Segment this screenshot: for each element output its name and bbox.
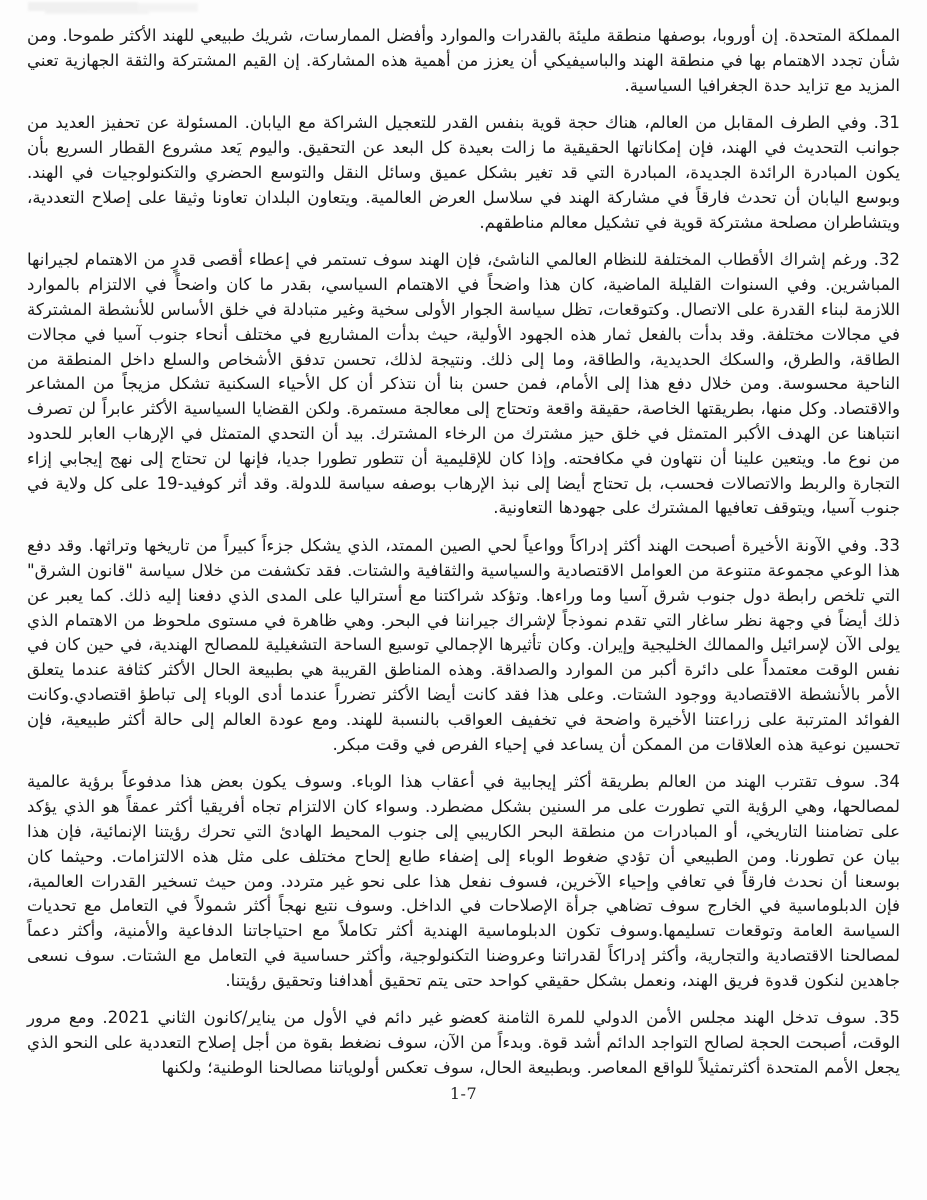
paragraph-35: 35. سوف تدخل الهند مجلس الأمن الدولي للمرة الثامنة كعضو غير دائم في الأول من يناير/كانون الثاني 2021. ومع مرور الوقت، أصبحت الحجة لصالح التواجد الدائم أشد قوة. وبدءاً من الآن، سوف نضغط بقوة من أجل إصلاح التعددية على النحو الذي يجعل الأمم المتحدة أكثرتمثيلاً للواقع المعاصر. وبطبيعة الحال، سوف تعكس أولوياتنا مصالحنا الوطنية؛ ولكنها bbox=[27, 1008, 900, 1078]
page-footer bbox=[0, 1084, 927, 1103]
scan-artifact-top bbox=[28, 2, 138, 11]
paragraph-34: 34. سوف تقترب الهند من العالم بطريقة أكثر إيجابية في أعقاب هذا الوباء. وسوف يكون بعض هذا مدفوعاً برؤية عالمية لمصالحها، وهي الرؤية التي تطورت على مر السنين بشكل مضطرد. وسواء كان الالتزام تجاه أفريقيا أكثر عمقاً هو الذي يؤكد على تضامننا التاريخي، أو المبادرات من منطقة البحر الكاريبي إلى جنوب المحيط الهادئ التي تحرك رؤيتنا الإنمائية، فإن هذا بيان عن تطورنا. ومن الطبيعي أن تؤدي ضغوط الوباء إلى إضفاء طابع إلحاح مختلف على مثل هذه الالتزامات. وحيثما كان بوسعنا أن نحدث فارقاً في تعافي وإحياء الآخرين، فسوف نفعل هذا على نحو غير متردد. ومن حيث تسخير القدرات العالمية، فإن الدبلوماسية في الخارج سوف تضاهي جرأة الإصلاحات في الداخل. وسوف نتبع نهجاً أكثر شمولاً في التعامل مع تحديات السياسة العامة وتوقعات تسليمها.وسوف تكون الدبلوماسية الهندية أكثر تكاملاً مع احتياجاتنا الدفاعية والأمنية، وأكثر دعماً لمصالحنا الاقتصادية والتجارية، وأكثر إدراكاً لقدراتنا وعروضنا التكنولوجية، وأكثر حساسية في التعامل مع الشتات. سوف نسعى جاهدين لنكون قدوة فريق الهند، ونعمل بشكل حقيقي كواحد حتى يتم تحقيق أهدافنا وتحقيق رؤيتنا. bbox=[27, 772, 900, 990]
paragraph-32: 32. ورغم إشراك الأقطاب المختلفة للنظام العالمي الناشئ، فإن الهند سوف تستمر في إعطاء أقصى قدرٍ من الاهتمام لجيرانها المباشرين. وفي السنوات القليلة الماضية، كان هذا واضحاً في الاهتمام السياسي، بقدر ما كان واضحاً في الالتزام بالموارد اللازمة لبناء القدرة على الاتصال. وكتوقعات، تظل سياسة الجوار الأولى سخية وغير متبادلة في خلق الأساس للأنشطة المشتركة في مجالات مختلفة. وقد بدأت بالفعل ثمار هذه الجهود الأولية، حيث بدأت المشاريع في مختلف أنحاء جنوب آسيا في مجالات الطاقة، والطرق، والسكك الحديدية، والطاقة، وما إلى ذلك. ونتيجة لذلك، تحسن تدفق الأشخاص والسلع داخل المنطقة من الناحية محسوسة. ومن خلال دفع هذا إلى الأمام، فمن حسن بنا أن نتذكر أن كل الأحياء السكنية تشكل مزيجاً من المشاعر والاقتصاد. وكل منها، بطريقتها الخاصة، حقيقة واقعة وتحتاج إلى معالجة مستمرة. ولكن القضايا السياسية الأكثر عابراً لن تصرف انتباهنا عن الهدف الأكبر المتمثل في خلق حيز مشترك من الرخاء المشترك. بيد أن التحدي المتمثل في الإرهاب العابر للحدود من نوع ما. ويتعين علينا أن نتهاون في مكافحته. وإذا كان للإقليمية أن تتطور تطورا جديا، فإنها لن تحتاج إلى نهج إيجابي إزاء التجارة والربط والاتصالات فحسب، بل تحتاج أيضا إلى نبذ الإرهاب بوصفه سياسة للدولة. وقد أثر كوفيد-19 على كل ولاية في جنوب آسيا، ويتوقف تعافيها المشترك على جهودها التعاونية. bbox=[27, 250, 901, 518]
paragraph-31: 31. وفي الطرف المقابل من العالم، هناك حجة قوية بنفس القدر للتعجيل الشراكة مع اليابان. المسئولة عن تحفيز العديد من جوانب التحديث في الهند، فإن إمكاناتها الحقيقية ما زالت بعيدة كل البعد عن التحقيق. واليوم يَعد مشروع القطار السريع بأن يكون المبادرة الرائدة الجديدة، المبادرة التي قد تغير بشكل عميق وسائل النقل والتوسع الحضري والتكنولوجيات في الهند. وبوسع اليابان أن تحدث فارقاً في مشاركة الهند في سلاسل العرض العالمية. ويتعاون البلدان تعاونا وثيقا على إصلاح التعددية، ويتشاطران مصلحة مشتركة قوية في تشكيل معالم مناطقهم. bbox=[27, 113, 900, 232]
paragraph-continuation: المملكة المتحدة. إن أوروبا، بوصفها منطقة مليئة بالقدرات والموارد وأفضل الممارسات، شريك طبيعي للهند الأكثر طموحا. ومن شأن تجدد الاهتمام بها في منطقة الهند والباسيفيكي أن يعزز من أهمية هذه المشاركة. إن القيم المشتركة والثقة الجهازية تعني المزيد مع تزايد حدة الجغرافيا السياسية. bbox=[27, 26, 900, 95]
paragraph-33: 33. وفي الآونة الأخيرة أصبحت الهند أكثر إدراكاً وواعياً لحي الصين الممتد، الذي يشكل جزءاً كبيراً من تاريخها وتراثها. وقد دفع هذا الوعي مجموعة متنوعة من العوامل الاقتصادية والسياسية والثقافية والشتات. فقد تكشفت من خلال سياسة "قانون الشرق" التي تلخص رابطة دول جنوب شرق آسيا وما وراءها. وتؤكد شراكتنا مع أستراليا على المدى الذي دفعنا إليه ذلك. كما يعبر عن ذلك أيضاً في وجهة نظر ساغار التي تقدم نموذجاً لإشراك جيراننا في البحر. وهي ظاهرة في مستوى ملحوظ من الاهتمام الذي يولى الآن لإسرائيل والممالك الخليجية وإيران. وكان تأثيرها الإجمالي توسيع الساحة التشغيلية للمصالح الهندية، في حين كان في نفس الوقت معتمداً على دائرة أكبر من الموارد والصداقة. وهذه المناطق القريبة هي بطبيعة الحال الأكثر كثافة عندما يتعلق الأمر بالأنشطة الاقتصادية ووجود الشتات. وعلى هذا فقد كانت أيضا الأكثر تضرراً عندما أدى الوباء إلى تباطؤ اقتصادي.وكانت الفوائد المترتبة على زراعتنا الأخيرة واضحة في تخفيف العواقب بالنسبة للهند. ومع عودة العالم إلى حالة أكثر طبيعية، فإن تحسين نوعية هذه العلاقات من الممكن أن يساعد في إحياء الفرص في وقت مبكر. bbox=[27, 536, 900, 754]
page-number: 1-7 bbox=[449, 1084, 478, 1103]
document-body bbox=[27, 24, 900, 1094]
